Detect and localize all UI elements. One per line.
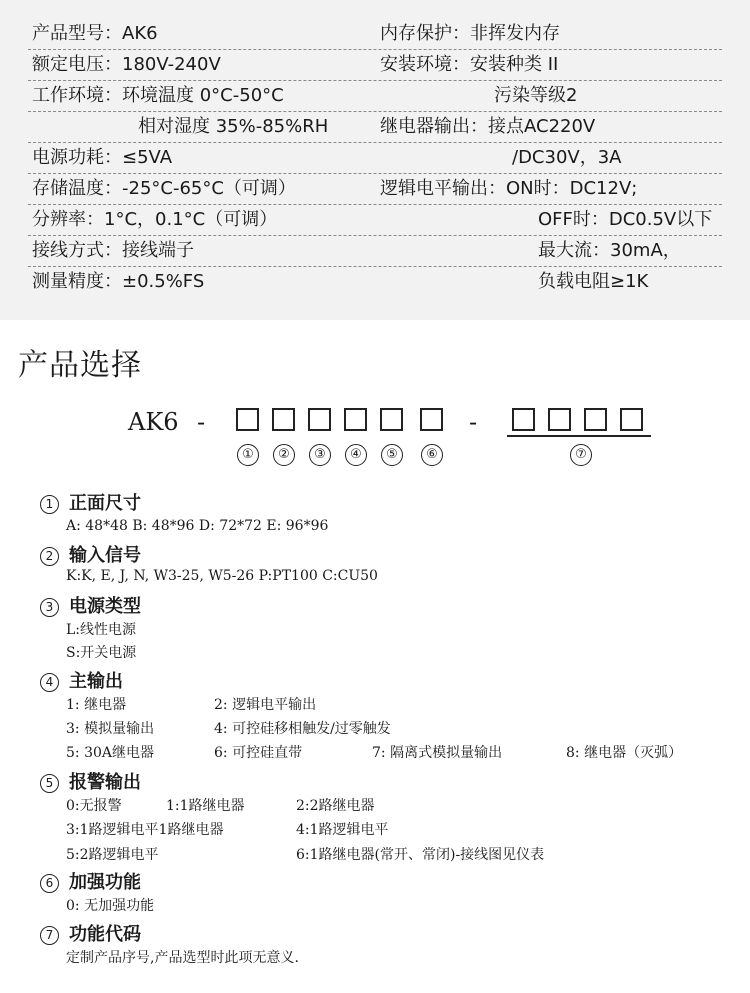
section-title-input: [40, 541, 141, 567]
section-title-size: [40, 489, 141, 515]
spec-row: [28, 173, 722, 205]
model-code: AK6: [128, 408, 179, 436]
option-line: 5: 30A继电器: [66, 745, 154, 761]
position-marker-3: ③: [309, 444, 331, 466]
section-title-enhance: [40, 868, 141, 894]
spec-pollution: 污染等级2: [494, 85, 578, 106]
position-marker-6: ⑥: [421, 444, 443, 466]
spec-work-env: 工作环境：环境温度 0°C-50°C: [32, 85, 284, 106]
section-number: 3: [40, 598, 59, 617]
spec-load: 负载电阻≥1K: [538, 271, 649, 292]
code-box: [236, 408, 259, 431]
position-marker-1: ①: [237, 444, 259, 466]
spec-row: [28, 204, 722, 236]
code-box: [620, 408, 643, 431]
spec-row: [28, 266, 722, 297]
option-line: 2: 逻辑电平输出: [214, 697, 317, 713]
section-number: 2: [40, 547, 59, 566]
code-box: [420, 408, 443, 431]
spec-humidity: 相对湿度 35%-85%RH: [138, 116, 329, 137]
code-box: [344, 408, 367, 431]
section-number: 6: [40, 874, 59, 893]
spec-row: [28, 18, 722, 50]
spec-row: [28, 80, 722, 112]
option-line: S:开关电源: [66, 645, 137, 661]
section-title-main-output: [40, 667, 123, 693]
dash: -: [197, 408, 206, 436]
section-label: 电源类型: [69, 596, 141, 617]
dash: -: [469, 408, 478, 436]
option-line: 3:1路逻辑电平1路继电器: [66, 822, 224, 838]
option-line: 4: 可控硅移相触发/过零触发: [214, 721, 391, 737]
option-line: 定制产品序号,产品选型时此项无意义.: [66, 950, 299, 966]
section-title-power: [40, 592, 141, 618]
option-line: 0: 无加强功能: [66, 898, 155, 914]
code-underline: [507, 435, 651, 437]
page-title: 产品选择: [18, 348, 142, 383]
option-line: 1:1路继电器: [166, 798, 245, 814]
position-marker-2: ②: [273, 444, 295, 466]
option-line: 4:1路逻辑电平: [296, 822, 389, 838]
code-box: [548, 408, 571, 431]
code-box: [584, 408, 607, 431]
section-label: 报警输出: [69, 772, 141, 793]
option-line: 8: 继电器（灭弧）: [566, 745, 683, 761]
section-label: 正面尺寸: [69, 493, 141, 514]
spec-max-current: 最大流：30mA，: [538, 240, 681, 261]
spec-logic: 逻辑电平输出：ON时：DC12V;: [380, 178, 638, 199]
section-number: 5: [40, 774, 59, 793]
option-line: L:线性电源: [66, 622, 137, 638]
section-label: 主输出: [69, 671, 123, 692]
option-line: A: 48*48 B: 48*96 D: 72*72 E: 96*96: [66, 518, 329, 534]
spec-accuracy: 测量精度：±0.5%FS: [32, 271, 205, 292]
option-line: 6:1路继电器(常开、常闭)-接线图见仪表: [296, 847, 545, 863]
option-line: 7: 隔离式模拟量输出: [372, 745, 503, 761]
position-marker-4: ④: [345, 444, 367, 466]
option-line: 3: 模拟量输出: [66, 721, 155, 737]
code-box: [272, 408, 295, 431]
spec-install: 安装环境：安装种类 II: [380, 54, 559, 75]
section-number: 7: [40, 926, 59, 945]
position-marker-5: ⑤: [381, 444, 403, 466]
section-title-alarm: [40, 768, 141, 794]
spec-model: 产品型号：AK6: [32, 23, 158, 44]
spec-resolution: 分辨率：1°C，0.1°C（可调）: [32, 209, 278, 230]
spec-row: [28, 142, 722, 174]
option-line: 0:无报警: [66, 798, 122, 814]
spec-row: [28, 111, 722, 143]
option-line: 5:2路逻辑电平: [66, 847, 159, 863]
spec-relay: 继电器输出：接点AC220V: [380, 116, 596, 137]
spec-relay-dc: /DC30V，3A: [512, 147, 622, 168]
spec-wiring: 接线方式：接线端子: [32, 240, 194, 261]
section-number: 1: [40, 495, 59, 514]
spec-voltage: 额定电压：180V-240V: [32, 54, 221, 75]
section-label: 输入信号: [69, 545, 141, 566]
spec-row: [28, 235, 722, 267]
code-box: [512, 408, 535, 431]
code-box: [380, 408, 403, 431]
option-line: 6: 可控硅直带: [214, 745, 303, 761]
section-number: 4: [40, 673, 59, 692]
section-label: 加强功能: [69, 872, 141, 893]
section-label: 功能代码: [69, 924, 141, 945]
code-box: [308, 408, 331, 431]
spec-logic-off: OFF时：DC0.5V以下: [538, 209, 713, 230]
section-title-function-code: [40, 920, 141, 946]
spec-memory: 内存保护：非挥发内存: [380, 23, 560, 44]
position-marker-7: ⑦: [570, 444, 592, 466]
spec-table: [0, 0, 750, 320]
option-line: 2:2路继电器: [296, 798, 375, 814]
option-line: K:K, E, J, N, W3-25, W5-26 P:PT100 C:CU50: [66, 568, 378, 584]
spec-row: [28, 49, 722, 81]
spec-storage: 存储温度：-25°C-65°C（可调）: [32, 178, 296, 199]
spec-power: 电源功耗：≤5VA: [32, 147, 173, 168]
option-line: 1: 继电器: [66, 697, 127, 713]
